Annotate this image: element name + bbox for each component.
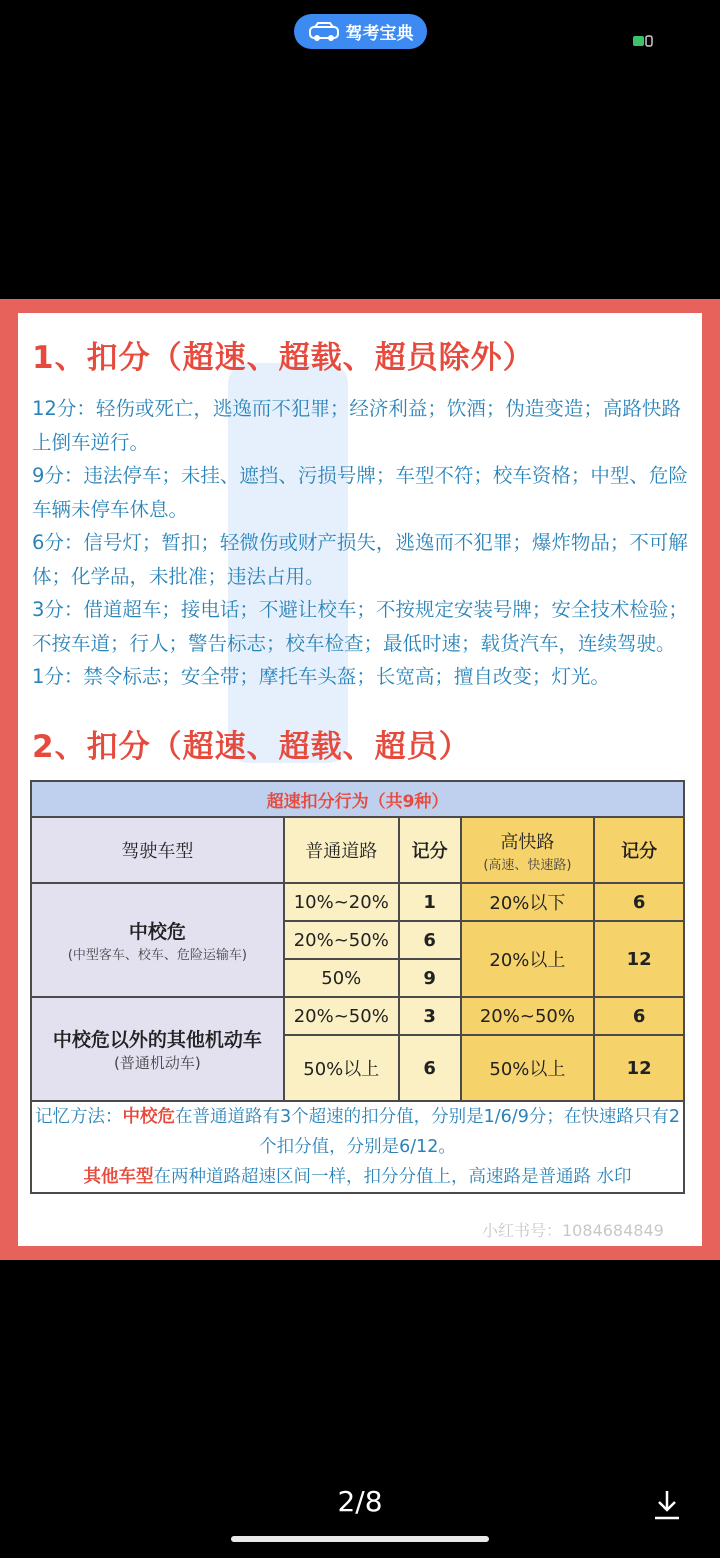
cell-r2-highway: 20%以上 [461,921,595,997]
speeding-table [30,780,685,1194]
rule-9: 9分：违法停车；未挂、遮挡、污损号牌；车型不符；校车资格；中型、危险车辆未停车休息。 [32,464,688,521]
rule-3: 3分：借道超车；接电话；不避让校车；不按规定安装号牌；安全技术检验；不按车道；行人；警告标志；校车检查；最低时速；载货汽车，连续驾驶。 [32,598,688,655]
group-1-name: 中校危 [128,921,186,943]
cell-r2-points: 6 [399,921,461,959]
memo-cell [31,1101,684,1193]
cell-r1-hwpoints: 6 [594,883,684,921]
group-1-cell [31,883,284,997]
header-highway [461,817,595,883]
content-image[interactable] [0,299,720,1260]
cell-r3-points: 9 [399,959,461,997]
rule-1: 1分：禁令标志；安全带；摩托车头盔；长宽高；擅自改变；灯光。 [32,665,610,688]
app-badge-label: 驾考宝典 [345,24,414,44]
cell-r1-highway: 20%以下 [461,883,595,921]
cell-r2-hwpoints: 12 [594,921,684,997]
cell-r5-points: 6 [399,1035,461,1101]
rule-12: 12分：轻伤或死亡，逃逸而不犯罪；经济利益；饮酒；伪造变造；高路快路上倒车逆行。 [32,397,681,454]
cell-r1-normal: 10%~20% [284,883,399,921]
watermark-text: 小红书号：1084684849 [482,1221,664,1240]
cell-r5-normal: 50%以上 [284,1035,399,1101]
header-highway-sub: (高速、快速路) [483,857,572,873]
memo-red-1: 中校危 [122,1107,176,1127]
heading-1: 1、扣分（超速、超载、超员除外） [32,340,535,376]
cell-r5-hwpoints: 12 [594,1035,684,1101]
cell-r4-hwpoints: 6 [594,997,684,1035]
group-2-name: 中校危以外的其他机动车 [52,1029,262,1051]
rule-6: 6分：信号灯；暂扣；轻微伤或财产损失，逃逸而不犯罪；爆炸物品；不可解体；化学品，未批准；违法占用。 [32,531,688,588]
group-2-cell [31,997,284,1101]
image-inner [18,313,702,1246]
group-2-sub: (普通机动车) [114,1054,201,1072]
home-indicator[interactable] [231,1536,489,1542]
cell-r5-highway: 50%以上 [461,1035,595,1101]
cell-r4-highway: 20%~50% [461,997,595,1035]
cell-r2-normal: 20%~50% [284,921,399,959]
page-indicator: 2/8 [337,1485,383,1518]
memo-text-2: 在两种道路超速区间一样，扣分分值上，高速路是普通路 水印 [153,1167,632,1187]
cell-r4-points: 3 [399,997,461,1035]
header-normal-road: 普通道路 [284,817,399,883]
memo-text-1: 在普通道路有3个超速的扣分值，分别是1/6/9分；在快速路只有2个扣分值，分别是6/12。 [175,1107,680,1157]
memo-label: 记忆方法： [35,1107,123,1127]
download-icon[interactable] [652,1488,682,1522]
header-points-2: 记分 [594,817,684,883]
cell-r1-points: 1 [399,883,461,921]
battery-icon [632,34,658,48]
heading-2: 2、扣分（超速、超载、超员） [32,729,471,765]
cell-r4-normal: 20%~50% [284,997,399,1035]
rules-text [32,392,696,694]
memo-red-2: 其他车型 [83,1167,154,1187]
group-1-sub: (中型客车、校车、危险运输车) [67,948,247,963]
cell-r3-normal: 50% [284,959,399,997]
header-highway-label: 高快路 [500,831,555,853]
app-badge[interactable] [294,14,427,49]
header-vehicle: 驾驶车型 [31,817,284,883]
table-title: 超速扣分行为（共9种） [31,781,684,817]
header-points: 记分 [399,817,461,883]
car-icon [308,21,340,43]
